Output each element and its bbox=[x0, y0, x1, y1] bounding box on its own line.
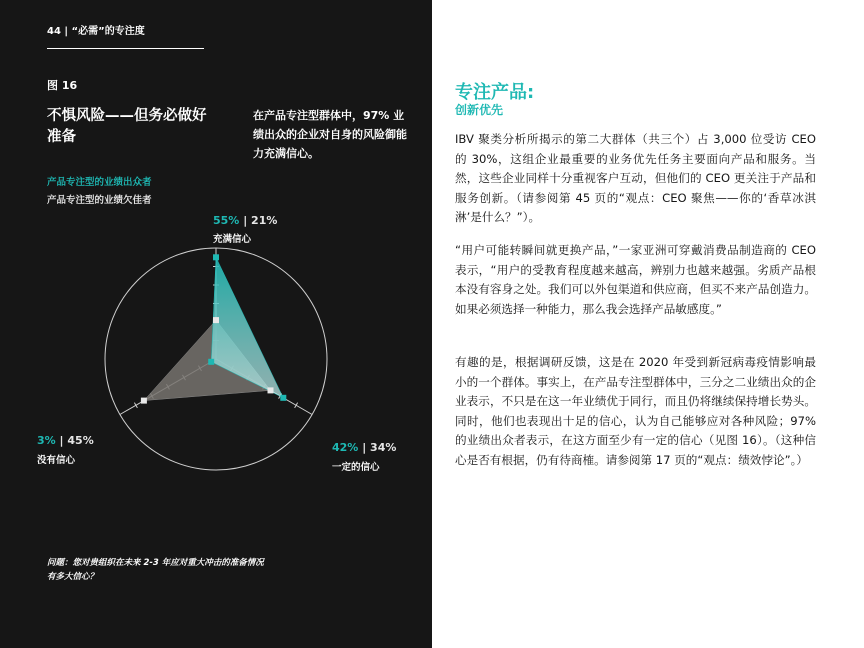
running-title: “必需”的专注度 bbox=[71, 26, 145, 37]
axis-label-some: 一定的信心 bbox=[332, 462, 380, 473]
value-some-outperformers: 42% bbox=[332, 441, 359, 454]
figure-footnote: 问题：您对贵组织在未来 2-3 年应对重大冲击的准备情况有多大信心？ bbox=[47, 558, 264, 582]
article-paragraph-1: IBV 聚类分析所揭示的第二大群体（共三个）占 3,000 位受访 CEO 的 30%，这组企业最重要的业务优先任务主要面向产品和服务。当然，这些企业同样十分重视客户互动，但他们的 CEO 更关注于产品和服务创新。（请参阅第 45 页的“观点：CEO 聚焦——你的‘香草冰淇淋’是什么？”）。 bbox=[455, 132, 816, 224]
figure-label: 图 16 bbox=[47, 79, 78, 92]
axis-tick bbox=[134, 403, 137, 408]
value-some-underperformers: 34% bbox=[370, 441, 397, 454]
value-some: 42% | 34% bbox=[332, 441, 397, 454]
axis-label-full: 充满信心 bbox=[213, 234, 252, 245]
figure-description: 在产品专注型群体中，97% 业绩出众的企业对自身的风险御能力充满信心。 bbox=[253, 109, 407, 160]
value-full-underperformers: 21% bbox=[251, 214, 278, 227]
header-separator: | bbox=[64, 26, 69, 37]
legend-underperformers: 产品专注型的业绩欠佳者 bbox=[47, 195, 152, 206]
marker-underperformers bbox=[213, 317, 219, 323]
value-full: 55% | 21% bbox=[213, 214, 278, 227]
figure-title: 不惧风险——但务必做好准备 bbox=[47, 108, 207, 145]
article-subtitle: 创新优先 bbox=[455, 103, 504, 117]
value-none-underperformers: 45% bbox=[67, 434, 94, 447]
axis-tick bbox=[295, 403, 298, 408]
article-paragraph-2: “用户可能转瞬间就更换产品，”一家亚洲可穿戴消费品制造商的 CEO 表示，“用户的受教育程度越来越高，辨别力也越来越强。劣质产品根本没有容身之处。我们可以外包渠道和供应商，但买不来产品创造力。如果必须选择一种能力，那么我会选择产品敏感度。” bbox=[455, 243, 816, 316]
marker-underperformers bbox=[141, 398, 147, 404]
legend-outperformers: 产品专注型的业绩出众者 bbox=[47, 177, 152, 188]
value-none: 3% | 45% bbox=[37, 434, 94, 447]
axis-label-none: 没有信心 bbox=[37, 455, 76, 466]
page-number: 44 bbox=[47, 26, 61, 37]
article-paragraph-3: 有趣的是，根据调研反馈，这是在 2020 年受到新冠病毒疫情影响最小的一个群体。事实上，在产品专注型群体中，三分之二业绩出众的企业表示，不只是在这一年业绩优于同行，而且仍将继续保持增长势头。同时，他们也表现出十足的信心，认为自己能够应对各种风险；97% 的业绩出众者表示，在这方面至少有一定的信心（见图 16）。（这种信心是否有根据，仍有待商榷。请参阅第 17 页的“观点：绩效悖论”。） bbox=[455, 355, 816, 467]
marker-outperformers bbox=[208, 359, 214, 365]
marker-outperformers bbox=[280, 395, 286, 401]
value-full-outperformers: 55% bbox=[213, 214, 240, 227]
marker-outperformers bbox=[213, 254, 219, 260]
value-none-outperformers: 3% bbox=[37, 434, 56, 447]
article-title: 专注产品: bbox=[455, 82, 535, 103]
marker-underperformers bbox=[268, 387, 274, 393]
